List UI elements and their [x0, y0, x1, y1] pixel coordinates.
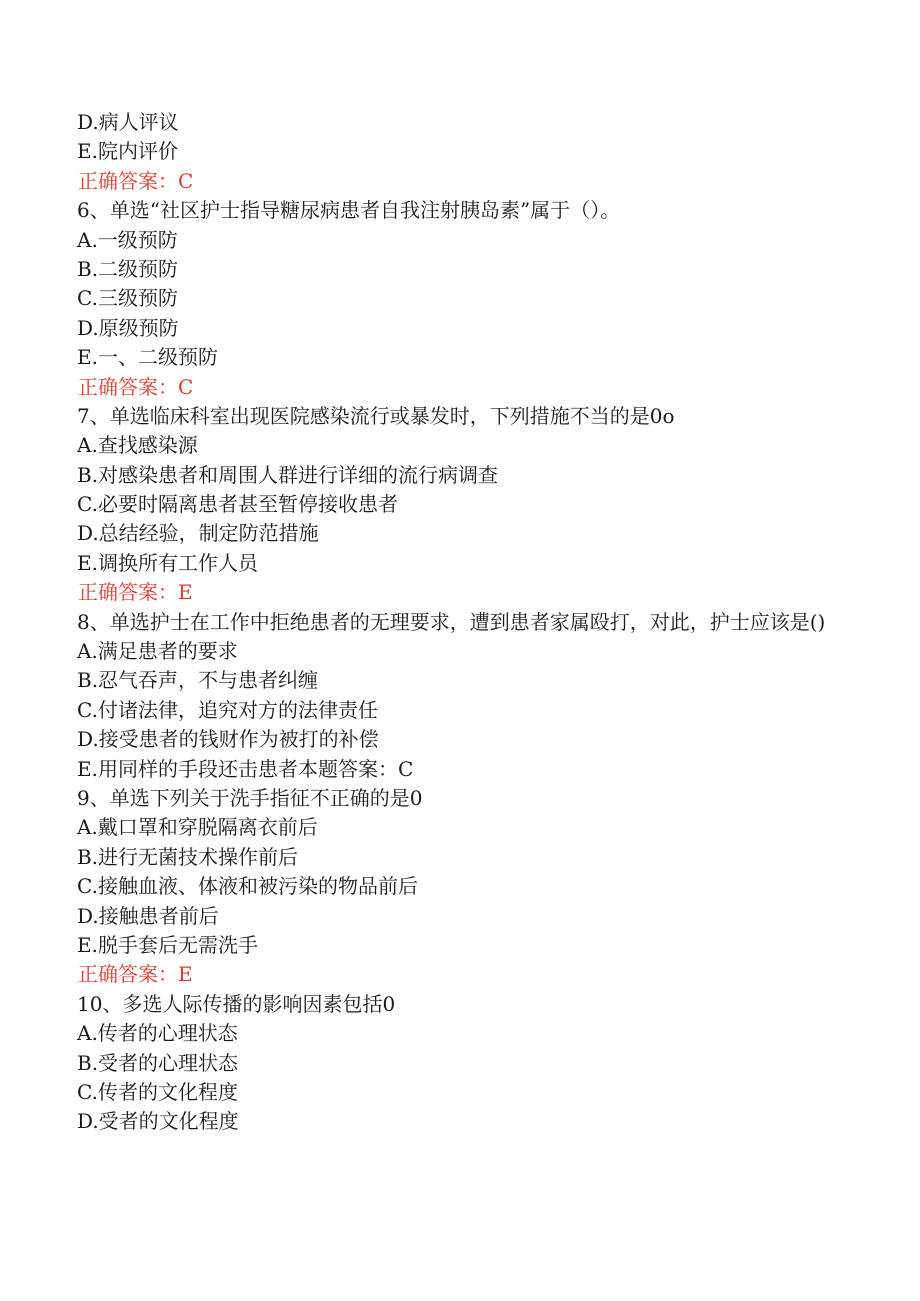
option-b: B.对感染患者和周围人群进行详细的流行病调查 — [77, 462, 499, 487]
question-8 — [77, 608, 857, 784]
option-e: E.院内评价 — [77, 139, 178, 164]
option-b: B.二级预防 — [77, 256, 179, 281]
correct-answer: 正确答案：E — [78, 962, 193, 987]
question-9 — [77, 784, 857, 990]
question-7 — [77, 402, 857, 608]
option-a: A.戴口罩和穿脱隔离衣前后 — [77, 815, 318, 840]
option-e: E.用同样的手段还击患者本题答案：C — [77, 756, 414, 781]
option-a: A.一级预防 — [77, 227, 178, 252]
option-a: A.查找感染源 — [77, 433, 198, 458]
option-b: B.进行无菌技术操作前后 — [77, 844, 299, 869]
question-stem: 7、单选临床科室出现医院感染流行或暴发时，下列措施不当的是0o — [77, 403, 675, 428]
option-e: E.脱手套后无需洗手 — [77, 932, 258, 957]
question-6 — [77, 196, 857, 402]
option-d: D.接受患者的钱财作为被打的补偿 — [77, 727, 379, 752]
option-d: D.病人评议 — [77, 110, 179, 134]
option-a: A.满足患者的要求 — [77, 639, 238, 664]
option-b: B.受者的心理状态 — [77, 1050, 239, 1075]
question-list — [77, 108, 857, 1137]
question-stem: 8、单选护士在工作中拒绝患者的无理要求，遭到患者家属殴打，对此，护士应该是() — [77, 609, 826, 634]
option-c: C.接触血液、体液和被污染的物品前后 — [77, 874, 418, 899]
question-5-tail — [77, 108, 857, 196]
option-a: A.传者的心理状态 — [77, 1021, 238, 1046]
option-d: D.总结经验，制定防范措施 — [77, 521, 319, 546]
question-stem: 10、多选人际传播的影响因素包括0 — [77, 991, 396, 1016]
correct-answer: 正确答案：E — [78, 580, 193, 605]
question-stem: 9、单选下列关于洗手指征不正确的是0 — [77, 786, 423, 810]
option-d: D.受者的文化程度 — [77, 1109, 239, 1134]
question-10 — [77, 990, 857, 1137]
option-d: D.接触患者前后 — [77, 903, 219, 928]
correct-answer: 正确答案：C — [78, 168, 194, 193]
option-e: E.调换所有工作人员 — [77, 550, 258, 575]
option-e: E.一、二级预防 — [77, 345, 218, 370]
correct-answer: 正确答案：C — [78, 374, 194, 399]
option-c: C.传者的文化程度 — [77, 1079, 238, 1104]
question-stem: 6、单选“社区护士指导糖尿病患者自我注射胰岛素”属于（）。 — [77, 198, 621, 223]
option-d: D.原级预防 — [77, 315, 179, 340]
option-b: B.忍气吞声，不与患者纠缠 — [77, 668, 319, 693]
option-c: C.必要时隔离患者甚至暂停接收患者 — [77, 492, 398, 517]
option-c: C.三级预防 — [77, 286, 178, 311]
option-c: C.付诸法律，追究对方的法律责任 — [77, 697, 378, 722]
